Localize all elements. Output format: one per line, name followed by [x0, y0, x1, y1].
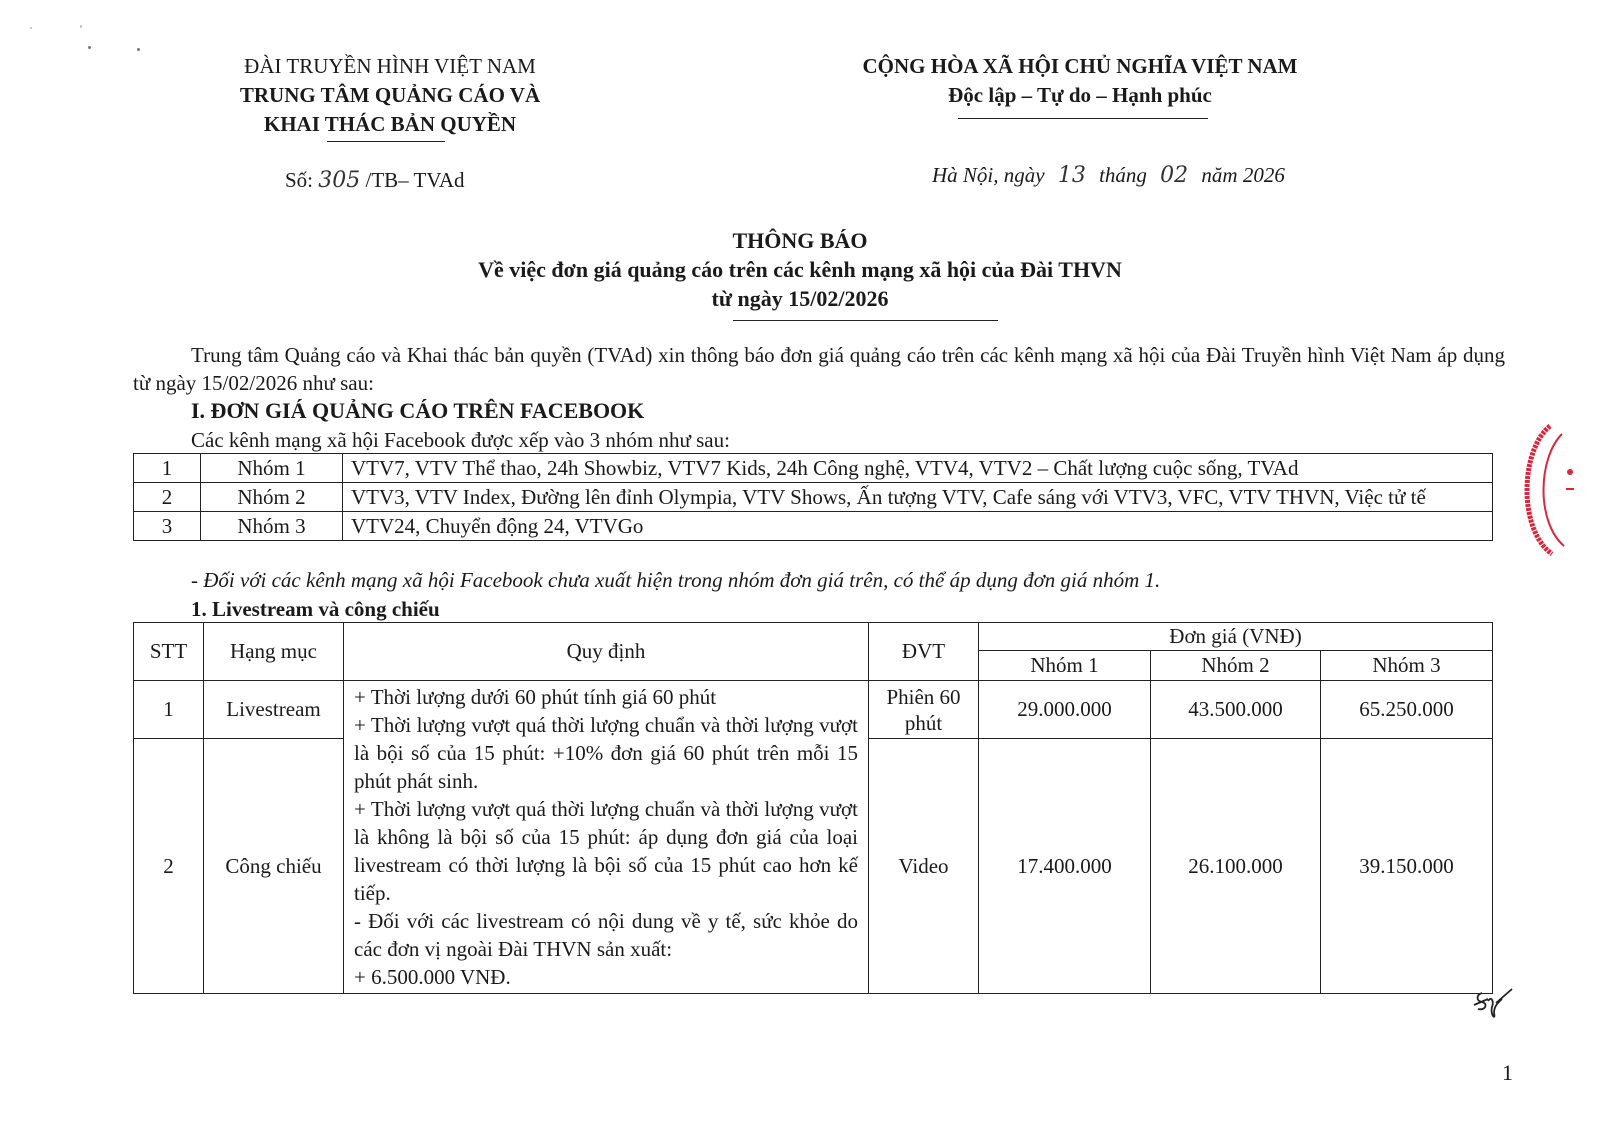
row-unit: Phiên 60 phút [869, 681, 979, 739]
date-year: năm 2026 [1201, 163, 1285, 187]
group-name: Nhóm 1 [201, 454, 343, 483]
group-name: Nhóm 3 [201, 512, 343, 541]
header-group-3: Nhóm 3 [1321, 651, 1493, 681]
row-item: Livestream [204, 681, 344, 739]
group-channels: VTV24, Chuyển động 24, VTVGo [343, 512, 1493, 541]
official-stamp-icon [1510, 420, 1590, 560]
notice-subject: Về việc đơn giá quảng cáo trên các kênh mạng xã hội của Đài THVN [478, 257, 1122, 282]
date-month-label: tháng [1099, 163, 1147, 187]
scan-speck [88, 46, 91, 49]
initials-signature-icon [1470, 985, 1520, 1025]
national-motto: Độc lập – Tự do – Hạnh phúc [948, 83, 1212, 107]
header-item: Hạng mục [204, 623, 344, 681]
rule-description [344, 681, 869, 994]
table-row [134, 681, 1493, 739]
price-table-header-row [134, 623, 1493, 651]
rule-line: + Thời lượng vượt quá thời lượng chuẩn và thời lượng vượt là không là bội số của 15 phút: áp dụng đơn giá của loại livestream có thời lượng là bội số của 15 phút cao hơn kế tiếp. [354, 797, 858, 905]
row-price-group-2: 26.100.000 [1151, 739, 1321, 994]
document-number-handwritten: 305 [318, 168, 361, 193]
header-unit-price: Đơn giá (VNĐ) [979, 623, 1493, 651]
date-month-handwritten: 02 [1160, 163, 1189, 188]
price-table [133, 622, 1493, 994]
date-day-handwritten: 13 [1057, 163, 1086, 188]
channel-groups-table [133, 453, 1493, 541]
row-stt: 1 [134, 681, 204, 739]
subsection-livestream-heading: 1. Livestream và công chiếu [191, 597, 440, 621]
page-number: 1 [1502, 1060, 1513, 1085]
scan-speck [30, 27, 32, 29]
table-row [134, 483, 1493, 512]
place-date-prefix: Hà Nội, ngày [932, 163, 1045, 187]
rule-line: - Đối với các livestream có nội dung về y tế, sức khỏe do các đơn vị ngoài Đài THVN sản xuất: [354, 909, 858, 961]
row-price-group-1: 29.000.000 [979, 681, 1151, 739]
rule-line: + 6.500.000 VNĐ. [354, 965, 511, 989]
group-number: 3 [134, 512, 201, 541]
groups-intro: Các kênh mạng xã hội Facebook được xếp vào 3 nhóm như sau: [191, 428, 730, 452]
intro-paragraph: Trung tâm Quảng cáo và Khai thác bản quyền (TVAd) xin thông báo đơn giá quảng cáo trên các kênh mạng xã hội của Đài Truyền hình Việt Nam áp dụng từ ngày 15/02/2026 như sau: [133, 343, 1505, 395]
header-rule: Quy định [344, 623, 869, 681]
row-price-group-3: 39.150.000 [1321, 739, 1493, 994]
notice-title: THÔNG BÁO [732, 228, 868, 253]
row-unit: Video [869, 739, 979, 994]
group-channels: VTV3, VTV Index, Đường lên đỉnh Olympia, VTV Shows, Ấn tượng VTV, Cafe sáng với VTV3, VFC, VTV THVN, Việc tử tế [343, 483, 1493, 512]
row-stt: 2 [134, 739, 204, 994]
scan-speck [80, 25, 82, 28]
issuer-header [190, 52, 590, 139]
row-price-group-3: 65.250.000 [1321, 681, 1493, 739]
section-facebook-heading: I. ĐƠN GIÁ QUẢNG CÁO TRÊN FACEBOOK [191, 398, 645, 423]
issuer-org-line1: TRUNG TÂM QUẢNG CÁO VÀ [239, 83, 541, 107]
rule-line: + Thời lượng dưới 60 phút tính giá 60 phút [354, 685, 717, 709]
document-number-suffix: /TB– TVAd [365, 168, 465, 192]
motto-underline [958, 118, 1208, 119]
table-row [134, 512, 1493, 541]
notice-effective-date: từ ngày 15/02/2026 [711, 286, 889, 311]
groups-note: - Đối với các kênh mạng xã hội Facebook chưa xuất hiện trong nhóm đơn giá trên, có thể áp dụng đơn giá nhóm 1. [191, 568, 1161, 592]
row-price-group-2: 43.500.000 [1151, 681, 1321, 739]
rule-line: + Thời lượng vượt quá thời lượng chuẩn và thời lượng vượt là bội số của 15 phút: +10% đơn giá 60 phút trên mỗi 15 phút phát sinh. [354, 713, 858, 793]
place-date [932, 163, 1285, 188]
header-stt: STT [134, 623, 204, 681]
national-header [800, 52, 1360, 110]
scan-speck [137, 48, 140, 51]
header-group-2: Nhóm 2 [1151, 651, 1321, 681]
notice-title-block [0, 226, 1600, 313]
title-underline [733, 320, 998, 321]
issuer-underline [327, 141, 445, 142]
issuer-parent-org: ĐÀI TRUYỀN HÌNH VIỆT NAM [244, 54, 536, 78]
group-number: 2 [134, 483, 201, 512]
country-name: CỘNG HÒA XÃ HỘI CHỦ NGHĨA VIỆT NAM [862, 54, 1298, 78]
row-item: Công chiếu [204, 739, 344, 994]
group-name: Nhóm 2 [201, 483, 343, 512]
header-group-1: Nhóm 1 [979, 651, 1151, 681]
row-price-group-1: 17.400.000 [979, 739, 1151, 994]
header-unit: ĐVT [869, 623, 979, 681]
document-number [285, 168, 465, 193]
document-number-prefix: Số: [285, 168, 314, 192]
issuer-org-line2: KHAI THÁC BẢN QUYỀN [263, 112, 517, 136]
group-number: 1 [134, 454, 201, 483]
group-channels: VTV7, VTV Thể thao, 24h Showbiz, VTV7 Kids, 24h Công nghệ, VTV4, VTV2 – Chất lượng cuộc sống, TVAd [343, 454, 1493, 483]
table-row [134, 454, 1493, 483]
